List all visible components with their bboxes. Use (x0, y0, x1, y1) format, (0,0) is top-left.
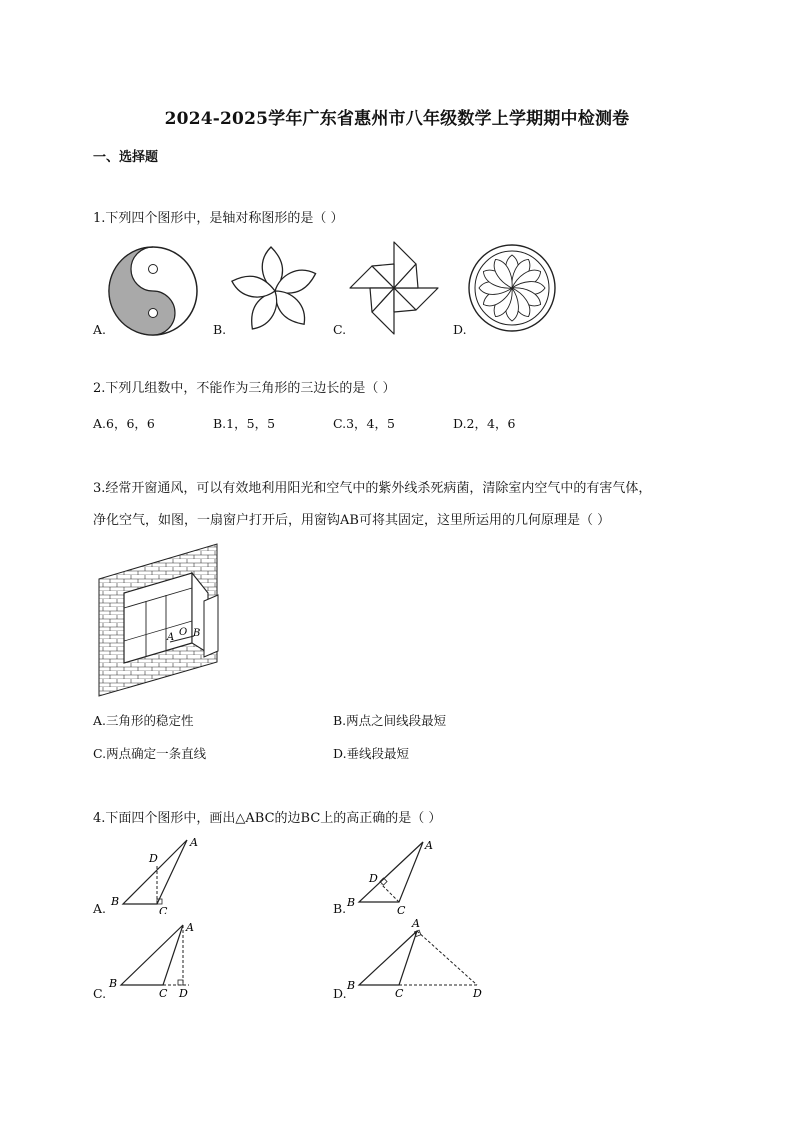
question-2-stem: 2.下列几组数中，不能作为三角形的三边长的是（ ） (93, 381, 396, 396)
q4-option-b-label: B. (333, 901, 347, 916)
svg-text:D: D (473, 987, 482, 1000)
q2-option-d[interactable]: D.2，4，6 (453, 416, 516, 431)
q1-option-d-label: D. (453, 322, 467, 337)
svg-text:D: D (369, 872, 378, 885)
svg-text:A: A (412, 917, 420, 930)
svg-text:B: B (111, 895, 120, 908)
q3-option-b[interactable]: B.两点之间线段最短 (333, 713, 447, 728)
svg-text:C: C (159, 987, 168, 999)
q2-option-c[interactable]: C.3，4，5 (333, 416, 395, 431)
svg-text:C: C (397, 904, 406, 917)
q1-option-a-label: A. (93, 322, 107, 337)
svg-text:D: D (179, 987, 188, 999)
triangle-figure-a[interactable] (105, 832, 205, 914)
window-wall-figure[interactable] (96, 543, 226, 698)
q3-option-d[interactable]: D.垂线段最短 (333, 746, 410, 761)
yin-yang-figure[interactable] (107, 245, 199, 337)
q4-option-a-label: A. (93, 901, 107, 916)
section-heading: 一、选择题 (93, 150, 159, 165)
triangle-figure-b[interactable] (345, 836, 445, 918)
question-3-stem-line2: 净化空气，如图，一扇窗户打开后，用窗钩AB可将其固定，这里所运用的几何原理是（ ） (93, 513, 611, 528)
q4-option-d-label: D. (333, 986, 347, 1001)
q1-option-b-label: B. (213, 322, 227, 337)
q2-option-b[interactable]: B.1，5，5 (213, 416, 276, 431)
svg-text:D: D (149, 852, 158, 865)
question-4-stem: 4.下面四个图形中，画出△ABC的边BC上的高正确的是（ ） (93, 811, 442, 826)
q3-option-a[interactable]: A.三角形的稳定性 (93, 713, 194, 728)
svg-text:B: B (347, 979, 356, 992)
svg-text:A: A (190, 836, 198, 849)
pinwheel-figure[interactable] (346, 236, 442, 340)
svg-text:B: B (347, 896, 356, 909)
q3-option-c[interactable]: C.两点确定一条直线 (93, 746, 207, 761)
svg-text:A: A (425, 839, 433, 852)
q4-option-c-label: C. (93, 986, 107, 1001)
question-3-stem-line1: 3.经常开窗通风，可以有效地利用阳光和空气中的紫外线杀死病菌，清除室内空气中的有害气体， (93, 481, 652, 496)
label-O: O (179, 627, 188, 638)
triangle-figure-c[interactable] (105, 917, 205, 999)
svg-text:B: B (109, 977, 118, 990)
svg-text:C: C (395, 987, 404, 1000)
page-title: 2024-2025学年广东省惠州市八年级数学上学期期中检测卷 (164, 109, 630, 129)
question-1-stem: 1.下列四个图形中，是轴对称图形的是（ ） (93, 211, 344, 226)
petal-swirl-figure[interactable] (226, 242, 324, 340)
label-A: A (167, 632, 175, 643)
label-B: B (193, 628, 201, 639)
svg-text:A: A (186, 921, 194, 934)
q2-option-a[interactable]: A.6，6，6 (93, 416, 155, 431)
q1-option-c-label: C. (333, 322, 347, 337)
triangle-figure-d[interactable] (345, 915, 495, 1001)
flower-circle-figure[interactable] (467, 243, 557, 333)
svg-text:C: C (159, 905, 168, 914)
